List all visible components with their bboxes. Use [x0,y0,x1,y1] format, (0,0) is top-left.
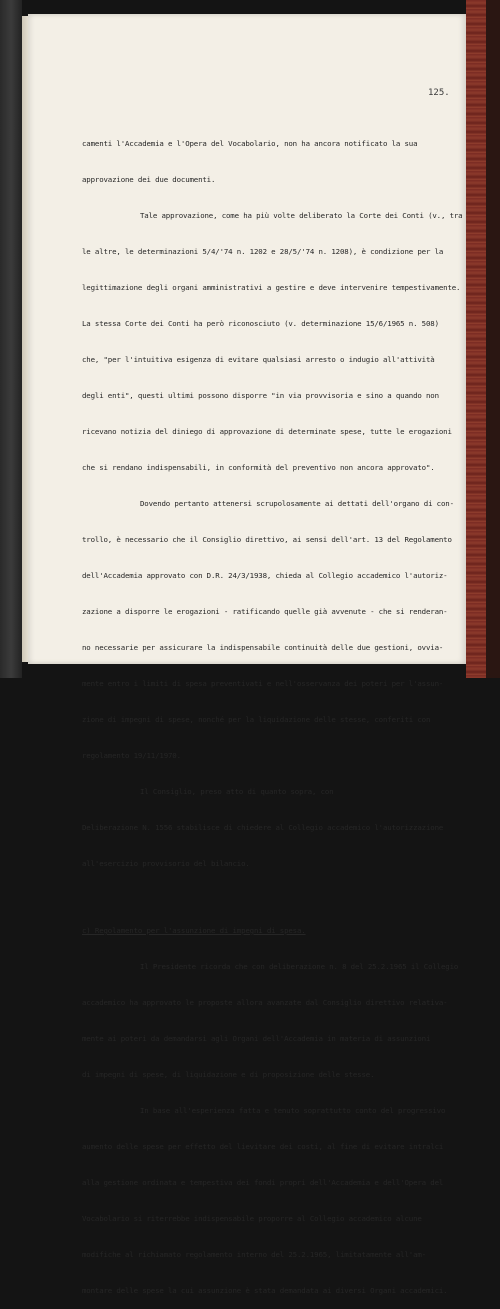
marbled-cover-edge [466,0,486,678]
text-line: accademico ha approvato le proposte allora avanzate dal Consiglio direttivo relativa- [82,998,448,1007]
text-line: aumento delle spese per effetto del lievitare dei costi, al fine di evitare intralci [82,1142,444,1151]
text-line: mente ai poteri da demandarsi agli Organi dell'Accademia in materia di assunzioni [82,1034,431,1043]
text-line: legittimazione degli organi amministrativi a gestire e deve intervenire tempestivamente. [82,283,461,292]
text-line: degli enti", questi ultimi possono disporre "in via provvisoria e sino a quando non [82,391,439,400]
text-line: approvazione dei due documenti. [82,175,216,184]
text-line: mente entro i limiti di spesa preventivati e nell'osservanza dei poteri per l'assun- [82,679,444,688]
text-line: Il Consiglio, preso atto di quanto sopra, con [140,787,334,796]
text-line: alla gestione ordinata e tempestiva dei fondi propri dell'Accademia e dell'Opera del [82,1178,444,1187]
text-line: ricevano notizia del diniego di approvazione di determinate spese, tutte le erogazioni [82,427,452,436]
text-line: all'esercizio provvisorio del bilancio. [82,859,250,868]
text-line: Il Presidente ricorda che con deliberazione n. 8 del 25.2.1965 il Collegio [140,962,459,971]
page-number: 125. [428,88,450,98]
text-line: Deliberazione N. 1556 stabilisce di chiedere al Collegio accademico l'autorizzazione [82,823,444,832]
text-line: no necessarie per assicurare la indispensabile continuità delle due gestioni, ovvia- [82,643,444,652]
text-line: In base all'esperienza fatta e tenuto soprattutto conto del progressivo [140,1106,446,1115]
text-line: zazione a disporre le erogazioni - ratificando quelle già avvenute - che si renderan- [82,607,448,616]
text-line: dell'Accademia approvato con D.R. 24/3/1938, chieda al Collegio accademico l'autoriz- [82,571,448,580]
text-line: Dovendo pertanto attenersi scrupolosamente ai dettati dell'organo di con- [140,499,454,508]
paragraph-gap [82,894,454,901]
text-line: trollo, è necessario che il Consiglio direttivo, ai sensi dell'art. 13 del Regolamento [82,535,452,544]
section-heading: c) Regolamento per l'assunzione di impegni di spesa. [82,926,306,935]
text-line: La stessa Corte dei Conti ha però riconosciuto (v. determinazione 15/6/1965 n. 508) [82,319,439,328]
text-line: modifiche al richiamato regolamento interno del 25.2.1965, limitatamente all'am- [82,1250,426,1259]
text-line: camenti l'Accademia e l'Opera del Vocabolario, non ha ancora notificato la sua [82,139,418,148]
text-line: montare delle spese la cui assunzione è stata demandata ai diversi Organi accademici. [82,1286,448,1295]
text-line: di impegni di spese, di liquidazione e di proposizione delle stesse. [82,1070,375,1079]
text-line: regolamento 19/11/1970. [82,751,181,760]
text-line: Vocabolario si riterrebbe indispensabile proporre al Collegio accademico alcune [82,1214,422,1223]
page-text [82,114,463,1309]
text-line: Tale approvazione, come ha più volte deliberato la Corte dei Conti (v., tra [140,211,463,220]
book-binding [0,0,22,678]
text-line: che si rendano indispensabili, in conformità del preventivo non ancora approvato". [82,463,435,472]
text-line: le altre, le determinazioni 5/4/'74 n. 1202 e 28/5/'74 n. 1208), è condizione per la [82,247,444,256]
text-line: zione di impegni di spese, nonché per la liquidazione delle stesse, conferiti con [82,715,431,724]
text-line: che, "per l'intuitiva esigenza di evitare qualsiasi arresto o indugio all'attività [82,355,435,364]
